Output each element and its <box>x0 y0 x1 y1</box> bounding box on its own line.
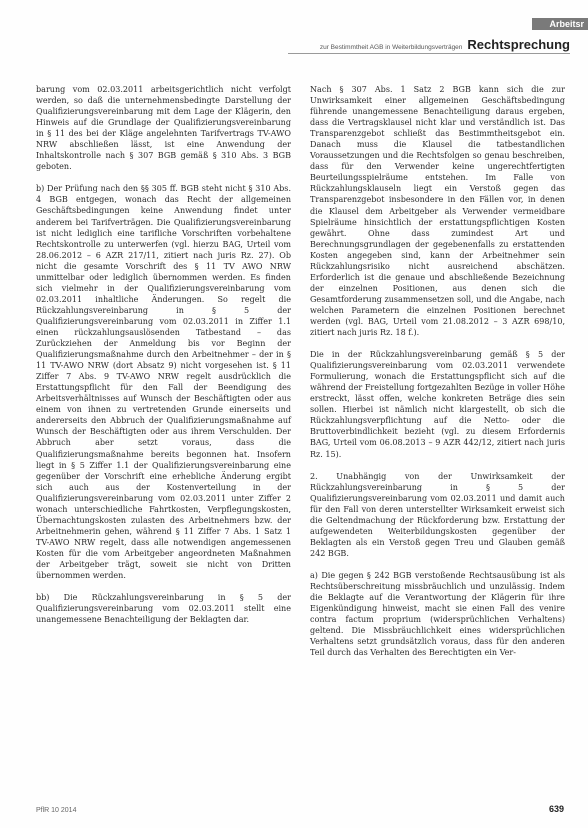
paragraph: b) Der Prüfung nach den §§ 305 ff. BGB steht nicht § 310 Abs. 4 BGB entgegen, wonach das Recht der allgemeinen Geschäftsbedingungen keine Anwendung findet unter anderem bei Tarifverträgen. Die Qualifizierungsvereinbarung ist nicht lediglich eine tarifliche Vorschriften vorbehaltene Rechtskontrolle zu unterwerfen (vgl. hierzu BAG, Urteil vom 28.06.2012 – 6 AZR 217/11, zitiert nach juris Rz. 27). Ob nicht die gesamte Vorschrift des § 11 TV AWO NRW unmittelbar oder lediglich übernommen werden. Es finden sich vielmehr in der Qualifizierungsvereinbarung vom 02.03.2011 inhaltliche Änderungen. So regelt die Rückzahlungsvereinbarung in § 5 der Qualifizierungsvereinbarung vom 02.03.2011 in Ziffer 1.1 einen rückzahlungsauslösenden Tatbestand – das Zurückziehen der Anmeldung bis vor Beginn der Qualifizierungsmaßnahme durch den Arbeitnehmer – der in § 11 TV-AWO NRW (dort Absatz 9) nicht vorgesehen ist. § 11 Ziffer 7 Abs. 9 TV-AWO NRW regelt ausdrücklich die Erstattungspflicht für den Fall der Beendigung des Arbeitsverhältnisses auf Wunsch der Beschäftigten oder aus einem von ihnen zu vertretenden Grunde einerseits und andererseits den Abbruch der Qualifizierungsmaßnahme auf Wunsch der Beschäftigten oder aus ihrem Verschulden. Der Abbruch aber setzt voraus, dass die Qualifizierungsmaßnahme bereits begonnen hat. Insofern liegt in § 5 Ziffer 1.1 der Qualifizierungsvereinbarung eine gegenüber der Vorschrift eine erhebliche Änderung ergibt sich auch aus der Kostenverteilung in der Qualifizierungsvereinbarung vom 02.03.2011 unter Ziffer 2 wonach unterschiedliche Fahrtkosten, Verpflegungskosten, Übernachtungskosten zulasten des Arbeitnehmers bzw. der Arbeitnehmerin gehen, während § 11 Ziffer 7 Abs. 1 Satz 1 TV-AWO NRW regelt, dass alle notwendigen angemessenen Kosten für die vom Arbeitgeber angeordneten Maßnahmen der Arbeitgeber trägt, soweit sie nicht von Dritten übernommen werden. <box>36 184 291 581</box>
paragraph: 2. Unabhängig von der Unwirksamkeit der Rückzahlungsvereinbarung in § 5 der Qualifizierungsvereinbarung vom 02.03.2011 und damit auch für den Fall von deren unterstellter Wirksamkeit erweist sich die Geltendmachung der Rückforderung bzw. Erstattung der aufgewendeten Weiterbildungskosten gegenüber der Beklagten als ein Verstoß gegen Treu und Glauben gemäß 242 BGB. <box>310 471 565 558</box>
running-header <box>320 36 570 54</box>
left-column <box>36 84 291 636</box>
running-header-subtitle: zur Bestimmtheit AGB in Weiterbildungsverträgen <box>319 44 463 51</box>
page-number: 639 <box>548 804 564 814</box>
page-footer <box>36 800 564 814</box>
header-rule <box>288 53 570 54</box>
paragraph: Die in der Rückzahlungsvereinbarung gemäß § 5 der Qualifizierungsvereinbarung vom 02.03.2011 verwendete Formulierung, wonach die Erstattungspflicht sich auf die während der Freistellung fortgezahlten Bezüge in voller Höhe erstreckt, lässt offen, welche konkreten Beträge dies sein sollen. Hierbei ist nämlich nicht klargestellt, ob sich die Rückzahlungsverpflichtung auf die Netto- oder die Bruttoverbindlichkeit bezieht (vgl. zu diesem Erfordernis BAG, Urteil vom 06.08.2013 – 9 AZR 442/12, zitiert nach juris Rz. 15). <box>310 350 565 459</box>
right-column <box>310 84 565 669</box>
paragraph: Nach § 307 Abs. 1 Satz 2 BGB kann sich die zur Unwirksamkeit einer allgemeinen Geschäftsbedingung führende unangemessene Benachteiligung daraus ergeben, dass die Vertragsklausel nicht klar und verständlich ist. Das Transparenzgebot schließt das Bestimmtheitsgebot ein. Danach muss die Klausel die tatbestandlichen Voraussetzungen und die Rechtsfolgen so genau beschreiben, dass für den Verwender keine ungerechtfertigten Beurteilungsspielräume entstehen. Im Falle von Rückzahlungsklauseln liegt ein Verstoß gegen das Transparenzgebot insbesondere in den Fällen vor, in denen die Klausel dem Arbeitgeber als Verwender vermeidbare Spielräume hinsichtlich der erstattungspflichtigen Kosten gewährt. Ohne dass zumindest Art und Berechnungsgrundlagen der gegebenenfalls zu erstattenden Kosten angegeben sind, kann der Arbeitnehmer sein Rückzahlungsrisiko nicht ausreichend abschätzen. Erforderlich ist die genaue und abschließende Bezeichnung der einzelnen Positionen, aus denen sich die Gesamtforderung zusammensetzen soll, und die Angabe, nach welchen Parametern die einzelnen Positionen berechnet werden (vgl. BAG, Urteil vom 21.08.2012 – 3 AZR 698/10, zitiert nach juris Rz. 18 f.). <box>310 85 565 338</box>
paragraph: bb) Die Rückzahlungsvereinbarung in § 5 der Qualifizierungsvereinbarung vom 02.03.2011 stellt eine unangemessene Benachteiligung der Beklagten dar. <box>36 593 291 625</box>
paragraph: barung vom 02.03.2011 arbeitsgerichtlich nicht verfolgt werden, so daß die unternehmensbedingte Darstellung der Qualifizierungsvereinbarung mit dem Lage der Klägerin, den Hinweis auf die Grundlage der Qualifizierungsvereinbarung in § 11 des bei der Kläge angelehnten Tarifvertrags TV-AWO NRW abschließen lässt, ist eine Anwendung der Inhaltskontrolle nach § 307 BGB gemäß § 310 Abs. 3 BGB geboten. <box>36 85 291 172</box>
section-title: Rechtsprechung <box>467 37 570 52</box>
section-tab: Arbeitsr <box>532 18 588 30</box>
journal-issue: PflR 10 2014 <box>36 807 77 814</box>
paragraph: a) Die gegen § 242 BGB verstoßende Rechtsausübung ist als Rechtsüberschreitung missbräuchlich und unzulässig. Indem die Beklagte auf die Verantwortung der Klägerin für ihre Eigenkündigung hinweist, macht sie einen Fall des venire contra factum proprium (widersprüchlichen Verhaltens) geltend. Die Missbräuchlichkeit eines widersprüchlichen Verhaltens setzt grundsätzlich voraus, dass für den anderen Teil durch das Verhalten des Berechtigten ein Ver- <box>310 570 565 658</box>
